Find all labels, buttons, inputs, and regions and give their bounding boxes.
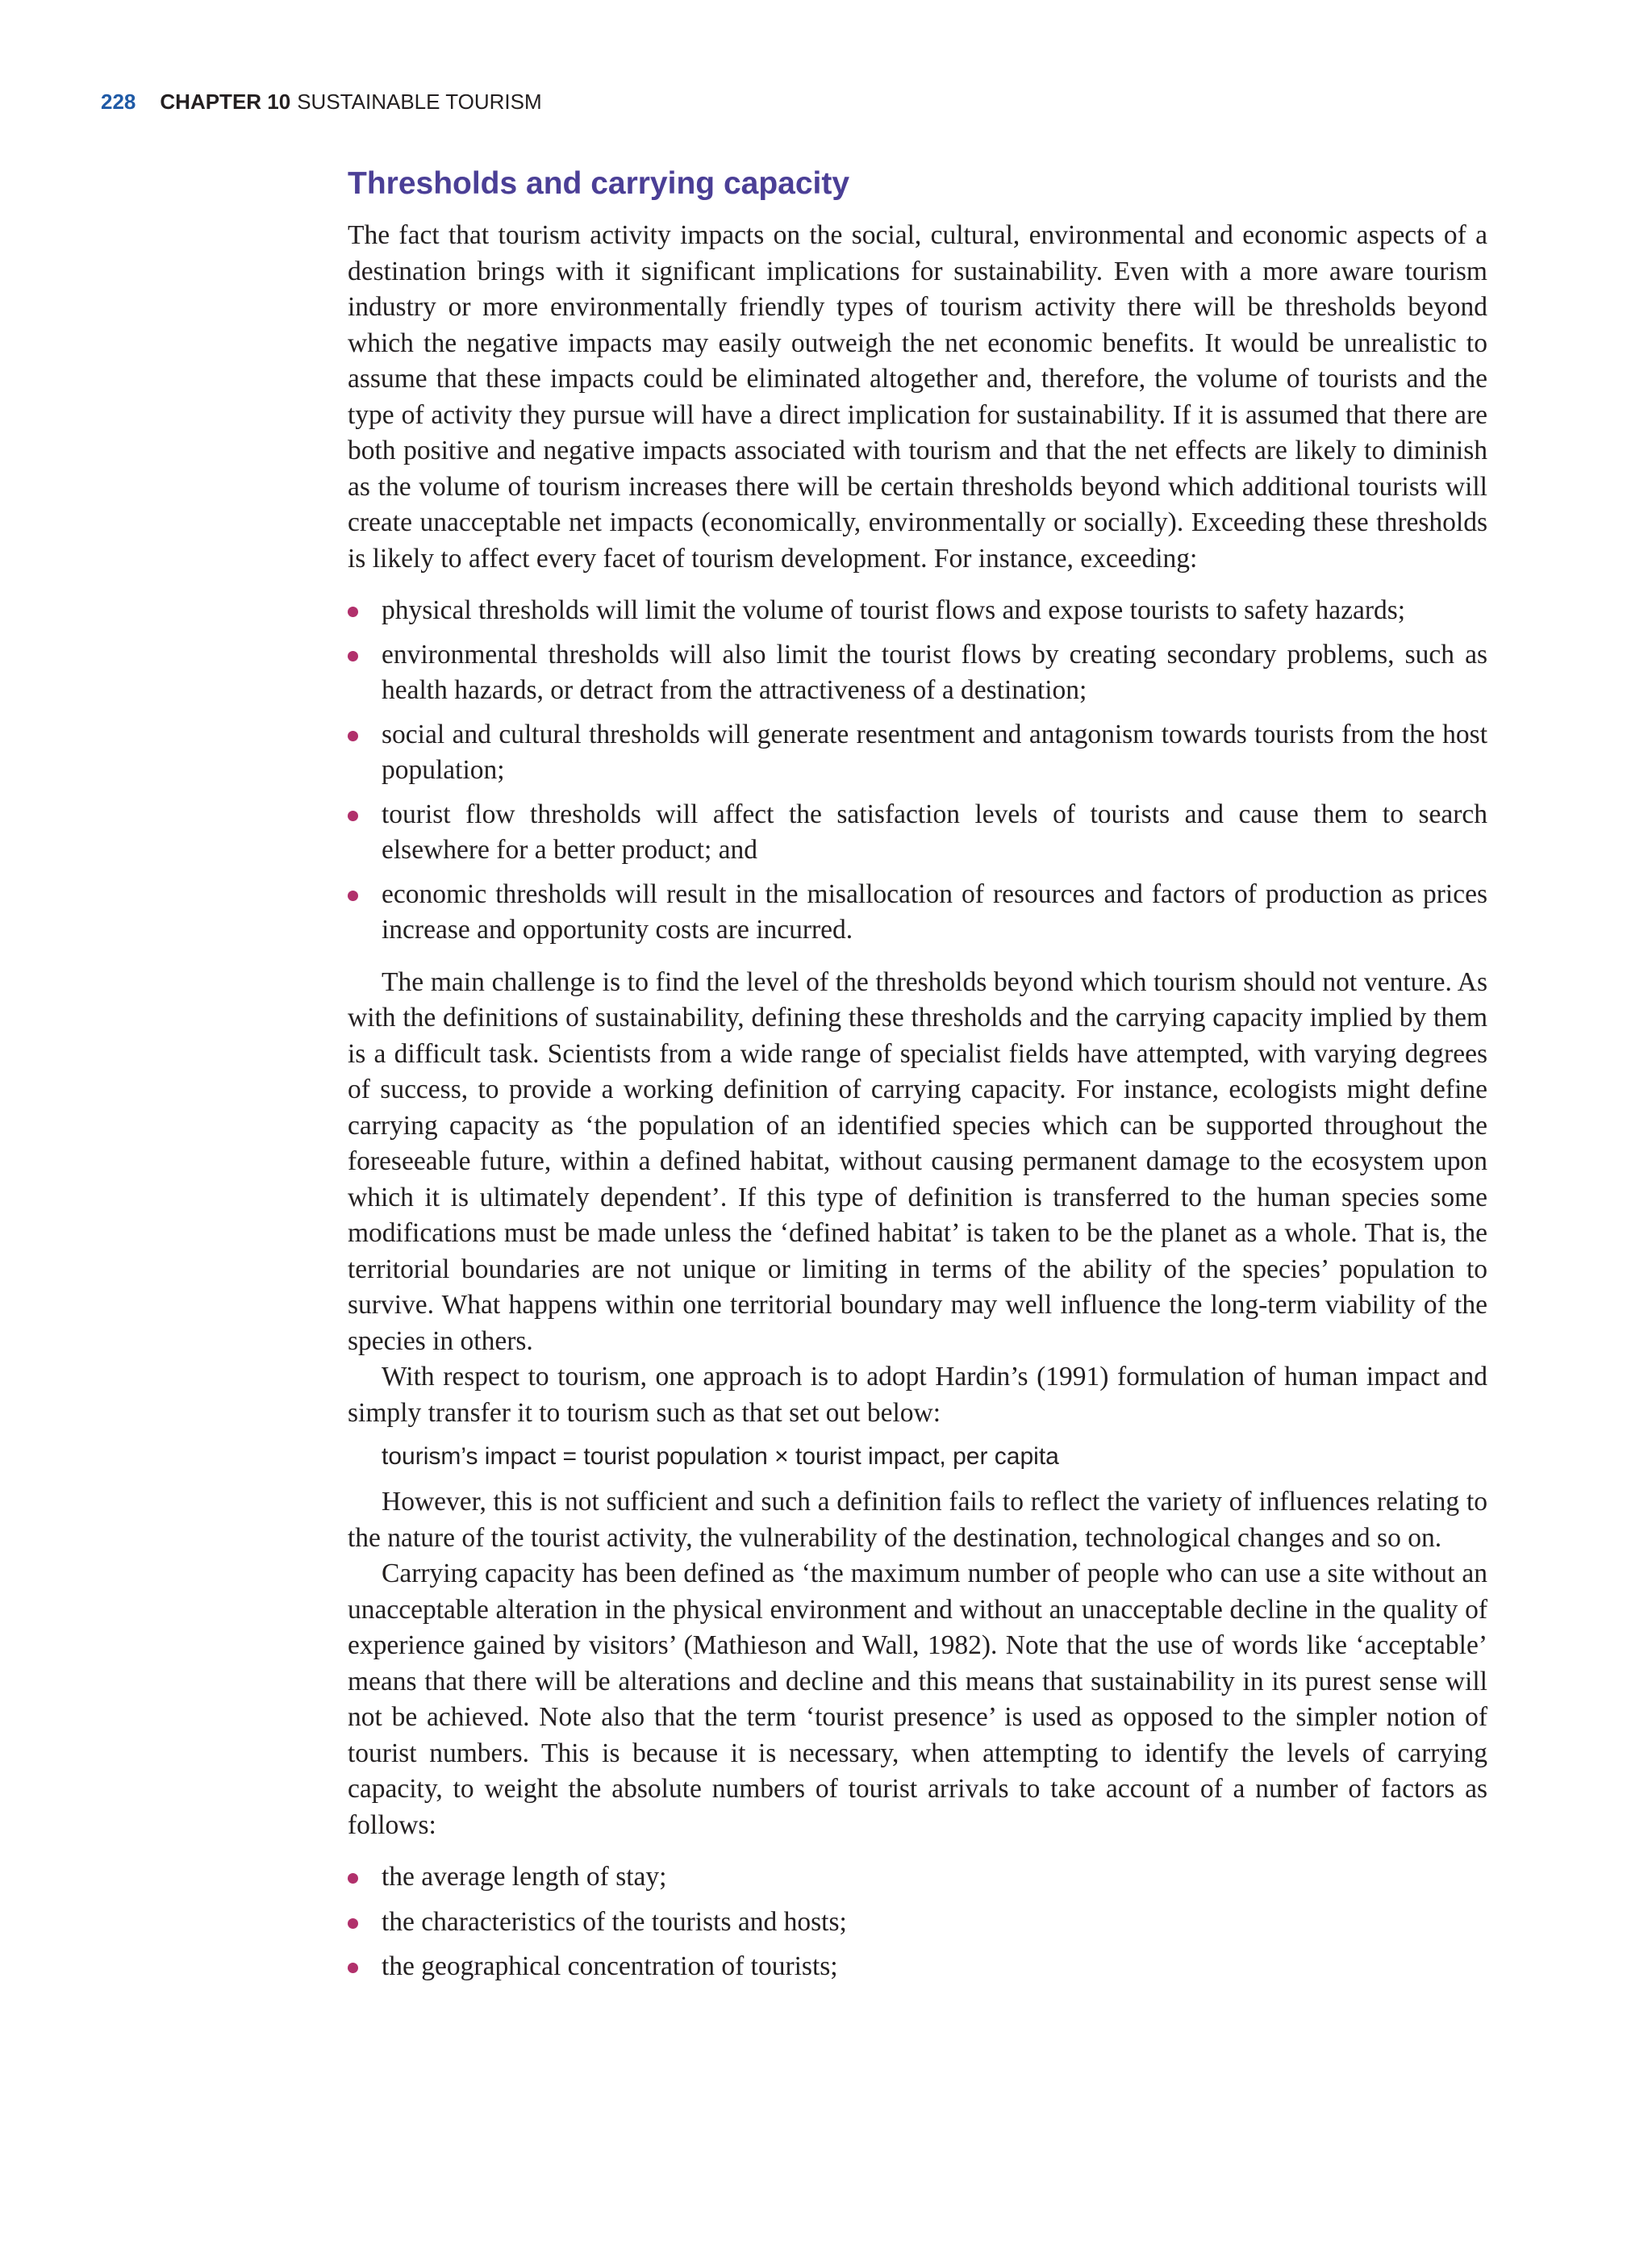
list-item <box>348 797 1487 869</box>
threshold-list <box>348 593 1487 949</box>
bullet-icon <box>348 1918 358 1929</box>
bullet-icon <box>348 891 358 901</box>
list-item <box>348 593 1487 629</box>
bullet-icon <box>348 651 358 661</box>
list-item <box>348 717 1487 789</box>
factor-list <box>348 1859 1487 1985</box>
hardin-paragraph: With respect to tourism, one approach is to adopt Hardin’s (1991) formulation of human impact and simply transfer it to tourism such as that set out below: <box>348 1362 1487 1428</box>
list-item-text: the average length of stay; <box>382 1862 667 1892</box>
list-item <box>348 1905 1487 1941</box>
impact-formula: tourism’s impact = tourist population × tourist impact, per capita <box>382 1443 1059 1470</box>
chapter-label: CHAPTER 10 <box>160 90 291 114</box>
running-header <box>101 89 542 115</box>
challenge-paragraph: The main challenge is to find the level of the thresholds beyond which tourism should not venture. As with the definitions of sustainability, defining these thresholds and the carrying capacity implied by them is a difficult task. Scientists from a wide range of specialist fields have attempted, with varying degrees of success, to provide a working definition of carrying capacity. For instance, ecologists might define carrying capacity as ‘the population of an identified species which can be supported throughout the foreseeable future, within a defined habitat, without causing permanent damage to the ecosystem upon which it is ultimately dependent’. If this type of definition is transferred to the human species some modifications must be made unless the ‘defined habitat’ is taken to be the planet as a whole. That is, the territorial boundaries are not unique or limiting in terms of the ability of the species’ population to survive. What happens within one territorial boundary may well influence the long-term viability of the species in others. <box>348 966 1487 1356</box>
list-item-text: tourist flow thresholds will affect the satisfaction levels of tourists and cause them to search elsewhere for a better product; and <box>382 799 1487 865</box>
bullet-icon <box>348 731 358 741</box>
definition-paragraph: Carrying capacity has been defined as ‘the maximum number of people who can use a site without an unacceptable alteration in the physical environment and without an unacceptable decline in the quality of experience gained by visitors’ (Mathieson and Wall, 1982). Note that the use of words like ‘acceptable’ means that there will be alterations and decline and this means that sustainability in its purest sense will not be achieved. Note also that the term ‘tourist presence’ is used as opposed to the simpler notion of tourist numbers. This is because it is necessary, when attempting to identify the levels of carrying capacity, to weight the absolute numbers of tourist arrivals to take account of a number of factors as follows: <box>348 1559 1487 1840</box>
list-item <box>348 1859 1487 1896</box>
intro-paragraph: The fact that tourism activity impacts on the social, cultural, environmental and economic aspects of a destination brings with it significant implications for sustainability. Even with a more aware tourism industry or more environmentally friendly types of tourism activity there will be thresholds beyond which the negative impacts may easily outweigh the net economic benefits. It would be unrealistic to assume that these impacts could be eliminated altogether and, therefore, the volume of tourists and the type of activity they pursue will have a direct implication for sustainability. If it is assumed that there are both positive and negative impacts associated with tourism and that the net effects are likely to diminish as the volume of tourism increases there will be certain thresholds beyond which additional tourists will create unacceptable net impacts (economically, environmentally or socially). Exceeding these thresholds is likely to affect every facet of tourism development. For instance, exceeding: <box>348 220 1487 574</box>
list-item-text: the geographical concentration of tourists; <box>382 1951 838 1981</box>
chapter-title: SUSTAINABLE TOURISM <box>297 90 542 114</box>
list-item-text: economic thresholds will result in the misallocation of resources and factors of production as prices increase and opportunity costs are incurred. <box>382 878 1487 945</box>
page-number: 228 <box>101 90 136 114</box>
list-item-text: social and cultural thresholds will generate resentment and antagonism towards tourists from the host population; <box>382 719 1487 785</box>
bullet-icon <box>348 1873 358 1884</box>
bullet-icon <box>348 811 358 821</box>
page-content <box>348 161 1487 1994</box>
bullet-icon <box>348 607 358 617</box>
list-item <box>348 1949 1487 1985</box>
list-item <box>348 637 1487 709</box>
section-heading: Thresholds and carrying capacity <box>348 166 850 201</box>
bullet-icon <box>348 1963 358 1973</box>
list-item-text: the characteristics of the tourists and hosts; <box>382 1906 847 1937</box>
list-item-text: environmental thresholds will also limit the tourist flows by creating secondary problems, such as health hazards, or detract from the attractiveness of a destination; <box>382 639 1487 705</box>
however-paragraph: However, this is not sufficient and such a definition fails to reflect the variety of influences relating to the nature of the tourist activity, the vulnerability of the destination, technological changes and so on. <box>348 1487 1487 1553</box>
list-item <box>348 877 1487 949</box>
list-item-text: physical thresholds will limit the volume of tourist flows and expose tourists to safety hazards; <box>382 595 1406 625</box>
